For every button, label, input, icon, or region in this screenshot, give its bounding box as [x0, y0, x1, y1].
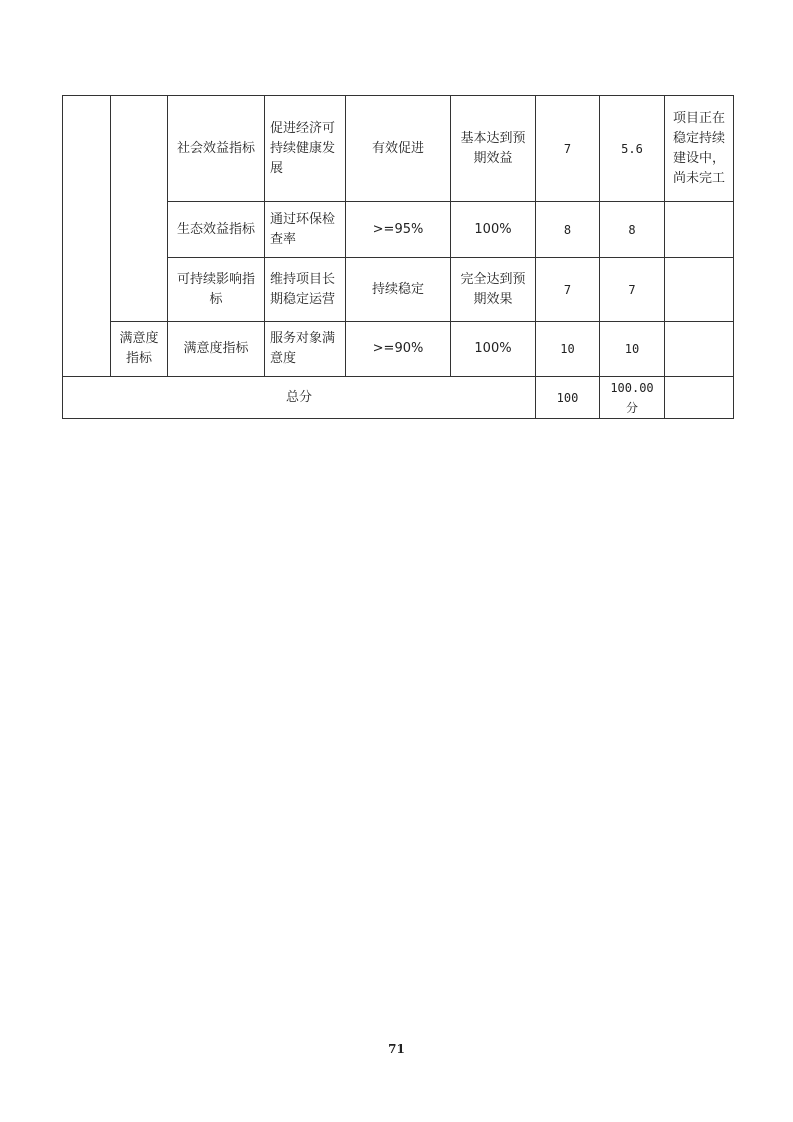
note-cell: 项目正在稳定持续建设中，尚未完工: [665, 96, 734, 202]
weight-cell: 7: [536, 96, 600, 202]
score-cell: 8: [600, 202, 665, 258]
indicator-cell: 满意度指标: [168, 322, 265, 377]
table-row: [63, 96, 734, 202]
weight-cell: 7: [536, 258, 600, 322]
target-cell: >=90%: [346, 322, 451, 377]
score-cell: 7: [600, 258, 665, 322]
actual-cell: 100%: [451, 322, 536, 377]
actual-cell: 100%: [451, 202, 536, 258]
total-weight-cell: 100: [536, 377, 600, 419]
secondary-category-cell: [111, 96, 168, 322]
weight-cell: 10: [536, 322, 600, 377]
note-cell: [665, 322, 734, 377]
total-row: [63, 377, 734, 419]
table-row: [63, 322, 734, 377]
total-label-cell: 总分: [63, 377, 536, 419]
page-number: 71: [388, 1042, 405, 1056]
total-note-cell: [665, 377, 734, 419]
performance-indicator-table: [62, 95, 734, 419]
target-cell: >=95%: [346, 202, 451, 258]
metric-cell: 通过环保检查率: [265, 202, 346, 258]
score-cell: 10: [600, 322, 665, 377]
metric-cell: 促进经济可持续健康发展: [265, 96, 346, 202]
score-cell: 5.6: [600, 96, 665, 202]
note-cell: [665, 258, 734, 322]
target-cell: 有效促进: [346, 96, 451, 202]
weight-cell: 8: [536, 202, 600, 258]
indicator-cell: 可持续影响指标: [168, 258, 265, 322]
note-cell: [665, 202, 734, 258]
actual-cell: 基本达到预期效益: [451, 96, 536, 202]
actual-cell: 完全达到预期效果: [451, 258, 536, 322]
indicator-cell: 生态效益指标: [168, 202, 265, 258]
primary-category-cell: [63, 96, 111, 377]
metric-cell: 服务对象满意度: [265, 322, 346, 377]
secondary-category-cell: 满意度指标: [111, 322, 168, 377]
target-cell: 持续稳定: [346, 258, 451, 322]
total-score-cell: 100.00分: [600, 377, 665, 419]
metric-cell: 维持项目长期稳定运营: [265, 258, 346, 322]
indicator-cell: 社会效益指标: [168, 96, 265, 202]
